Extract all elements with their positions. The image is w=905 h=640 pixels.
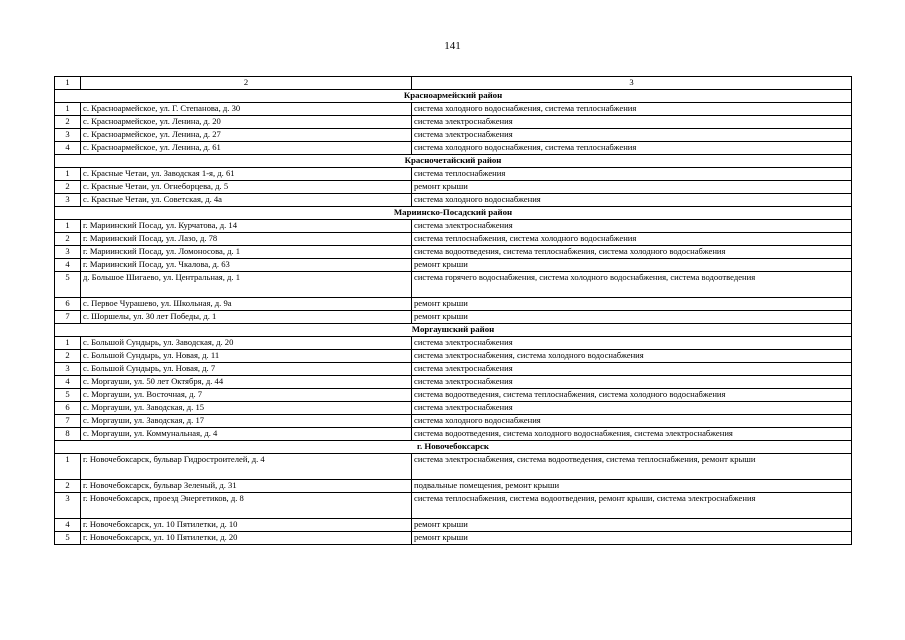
row-works: система холодного водоснабжения: [412, 415, 852, 428]
table-row: [55, 168, 852, 181]
row-works: система электроснабжения: [412, 220, 852, 233]
row-works: ремонт крыши: [412, 181, 852, 194]
row-works: система электроснабжения: [412, 337, 852, 350]
row-number: 2: [55, 480, 81, 493]
row-number: 3: [55, 493, 81, 519]
row-works: система электроснабжения: [412, 363, 852, 376]
table-row: [55, 220, 852, 233]
row-works: система электроснабжения: [412, 116, 852, 129]
column-header-1: 1: [55, 77, 81, 90]
district-row: [55, 324, 852, 337]
table-row: [55, 376, 852, 389]
table-row: [55, 246, 852, 259]
row-number: 3: [55, 246, 81, 259]
row-number: 5: [55, 532, 81, 545]
row-number: 6: [55, 298, 81, 311]
row-address: с. Моргауши, ул. 50 лет Октября, д. 44: [81, 376, 412, 389]
row-number: 2: [55, 181, 81, 194]
column-header-row: [55, 77, 852, 90]
column-header-3: 3: [412, 77, 852, 90]
table-row: [55, 233, 852, 246]
row-address: с. Красноармейское, ул. Ленина, д. 61: [81, 142, 412, 155]
table-row: [55, 519, 852, 532]
column-header-2: 2: [81, 77, 412, 90]
row-number: 1: [55, 103, 81, 116]
row-address: г. Новочебоксарск, бульвар Зеленый, д. 31: [81, 480, 412, 493]
district-title: Мариинско-Посадский район: [55, 207, 852, 220]
row-address: с. Красноармейское, ул. Г. Степанова, д. 30: [81, 103, 412, 116]
table-body: [55, 77, 852, 545]
row-address: с. Моргауши, ул. Восточная, д. 7: [81, 389, 412, 402]
table-row: [55, 181, 852, 194]
row-works: система электроснабжения: [412, 402, 852, 415]
row-address: с. Красноармейское, ул. Ленина, д. 27: [81, 129, 412, 142]
row-works: ремонт крыши: [412, 519, 852, 532]
table-row: [55, 103, 852, 116]
row-number: 7: [55, 311, 81, 324]
row-works: ремонт крыши: [412, 259, 852, 272]
row-address: г. Мариинский Посад, ул. Ломоносова, д. 1: [81, 246, 412, 259]
table-row: [55, 363, 852, 376]
table-row: [55, 272, 852, 298]
row-address: с. Шоршелы, ул. 30 лет Победы, д. 1: [81, 311, 412, 324]
row-address: с. Моргауши, ул. Коммунальная, д. 4: [81, 428, 412, 441]
row-address: с. Большой Сундырь, ул. Новая, д. 7: [81, 363, 412, 376]
row-address: г. Новочебоксарск, ул. 10 Пятилетки, д. 10: [81, 519, 412, 532]
table-row: [55, 428, 852, 441]
page-number: 141: [444, 40, 461, 52]
table-row: [55, 337, 852, 350]
district-row: [55, 441, 852, 454]
row-number: 7: [55, 415, 81, 428]
row-number: 5: [55, 272, 81, 298]
row-number: 2: [55, 233, 81, 246]
row-number: 4: [55, 259, 81, 272]
table-row: [55, 480, 852, 493]
row-works: система теплоснабжения, система водоотведения, ремонт крыши, система электроснабжения: [412, 493, 852, 519]
table-row: [55, 298, 852, 311]
table-row: [55, 415, 852, 428]
table-row: [55, 311, 852, 324]
row-address: с. Большой Сундырь, ул. Заводская, д. 20: [81, 337, 412, 350]
row-address: с. Моргауши, ул. Заводская, д. 15: [81, 402, 412, 415]
row-number: 3: [55, 194, 81, 207]
row-address: с. Красные Четаи, ул. Заводская 1-я, д. 61: [81, 168, 412, 181]
table-row: [55, 532, 852, 545]
row-address: д. Большое Шигаево, ул. Центральная, д. 1: [81, 272, 412, 298]
row-number: 3: [55, 129, 81, 142]
works-table: [54, 76, 852, 545]
row-number: 6: [55, 402, 81, 415]
row-works: система холодного водоснабжения, система теплоснабжения: [412, 142, 852, 155]
row-works: ремонт крыши: [412, 298, 852, 311]
row-works: система водоотведения, система холодного водоснабжения, система электроснабжения: [412, 428, 852, 441]
table-row: [55, 194, 852, 207]
row-works: ремонт крыши: [412, 532, 852, 545]
row-number: 5: [55, 389, 81, 402]
table-row: [55, 129, 852, 142]
row-works: подвальные помещения, ремонт крыши: [412, 480, 852, 493]
row-number: 1: [55, 337, 81, 350]
row-address: г. Мариинский Посад, ул. Лазо, д. 78: [81, 233, 412, 246]
district-row: [55, 90, 852, 103]
row-address: г. Новочебоксарск, проезд Энергетиков, д. 8: [81, 493, 412, 519]
row-works: система теплоснабжения, система холодного водоснабжения: [412, 233, 852, 246]
district-title: Красноармейский район: [55, 90, 852, 103]
row-address: с. Красноармейское, ул. Ленина, д. 20: [81, 116, 412, 129]
row-address: с. Большой Сундырь, ул. Новая, д. 11: [81, 350, 412, 363]
district-row: [55, 207, 852, 220]
district-title: Моргаушский район: [55, 324, 852, 337]
row-number: 4: [55, 142, 81, 155]
table-row: [55, 142, 852, 155]
table-row: [55, 116, 852, 129]
table-row: [55, 454, 852, 480]
row-works: система электроснабжения: [412, 129, 852, 142]
row-number: 1: [55, 454, 81, 480]
row-address: с. Красные Четаи, ул. Советская, д. 4а: [81, 194, 412, 207]
district-title: г. Новочебоксарск: [55, 441, 852, 454]
district-row: [55, 155, 852, 168]
row-address: г. Мариинский Посад, ул. Чкалова, д. 63: [81, 259, 412, 272]
row-works: система горячего водоснабжения, система холодного водоснабжения, система водоотведения: [412, 272, 852, 298]
table-row: [55, 493, 852, 519]
row-number: 2: [55, 350, 81, 363]
row-works: система теплоснабжения: [412, 168, 852, 181]
table-row: [55, 402, 852, 415]
row-address: г. Новочебоксарск, бульвар Гидростроителей, д. 4: [81, 454, 412, 480]
row-number: 3: [55, 363, 81, 376]
row-works: система холодного водоснабжения: [412, 194, 852, 207]
row-number: 1: [55, 220, 81, 233]
row-works: система электроснабжения, система холодного водоснабжения: [412, 350, 852, 363]
row-address: с. Красные Четаи, ул. Огнеборцева, д. 5: [81, 181, 412, 194]
district-title: Красночетайский район: [55, 155, 852, 168]
row-number: 4: [55, 376, 81, 389]
row-address: г. Новочебоксарск, ул. 10 Пятилетки, д. 20: [81, 532, 412, 545]
row-works: система водоотведения, система теплоснабжения, система холодного водоснабжения: [412, 246, 852, 259]
row-number: 8: [55, 428, 81, 441]
row-address: с. Моргауши, ул. Заводская, д. 17: [81, 415, 412, 428]
row-works: ремонт крыши: [412, 311, 852, 324]
table-row: [55, 350, 852, 363]
row-works: система электроснабжения: [412, 376, 852, 389]
row-address: г. Мариинский Посад, ул. Курчатова, д. 14: [81, 220, 412, 233]
table-row: [55, 259, 852, 272]
row-number: 4: [55, 519, 81, 532]
row-works: система холодного водоснабжения, система теплоснабжения: [412, 103, 852, 116]
row-address: с. Первое Чурашево, ул. Школьная, д. 9а: [81, 298, 412, 311]
row-number: 1: [55, 168, 81, 181]
row-number: 2: [55, 116, 81, 129]
table-row: [55, 389, 852, 402]
row-works: система электроснабжения, система водоотведения, система теплоснабжения, ремонт крыши: [412, 454, 852, 480]
row-works: система водоотведения, система теплоснабжения, система холодного водоснабжения: [412, 389, 852, 402]
